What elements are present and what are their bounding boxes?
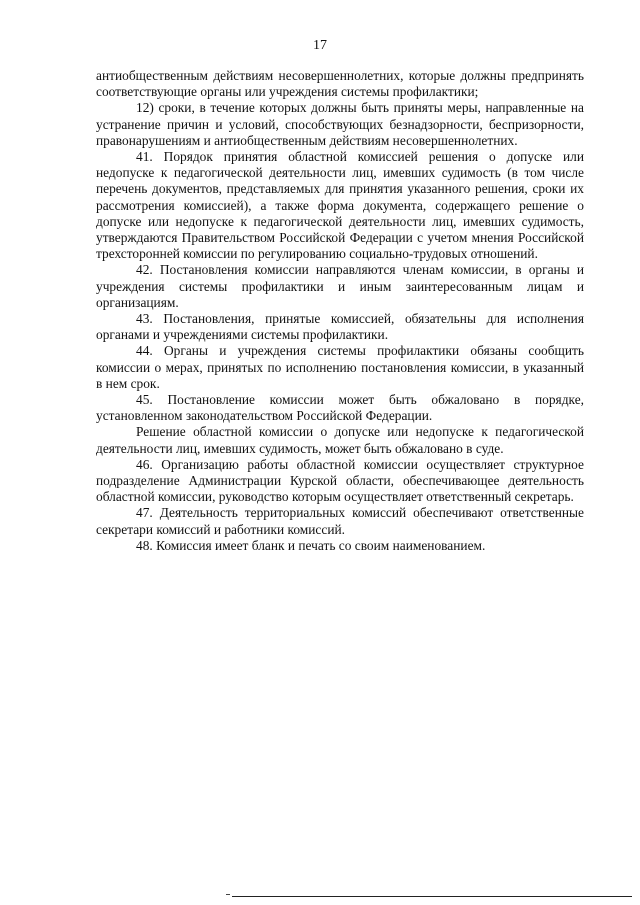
paragraph-41: 41. Порядок принятия областной комиссией решения о допуске или недопуске к педагогической деятельности лиц, имевших судимость (в том числе перечень документов, представляемых для принятия указанного решения, сроки их рассмотрения комиссией), а также форма документа, содержащего решение о допуске или недопуске к педагогической деятельности лиц, имевших судимость, утверждаются Правительством Российской Федерации с учетом мнения Российской трехсторонней комиссии по регулированию социально-трудовых отношений. — [96, 149, 584, 262]
paragraph-42: 42. Постановления комиссии направляются членам комиссии, в органы и учреждения системы профилактики и иным заинтересованным лицам и организациям. — [96, 262, 584, 310]
paragraph-item-12: 12) сроки, в течение которых должны быть приняты меры, направленные на устранение причин и условий, способствующих безнадзорности, беспризорности, правонарушениям и антиобщественным действиям несовершеннолетних. — [96, 100, 584, 148]
bottom-edge-rule — [232, 896, 632, 897]
paragraph-continuation: антиобщественным действиям несовершеннолетних, которые должны предпринять соответствующие органы или учреждения системы профилактики; — [96, 68, 584, 100]
paragraph-45: 45. Постановление комиссии может быть обжаловано в порядке, установленном законодательством Российской Федерации. — [96, 392, 584, 424]
paragraph-46: 46. Организацию работы областной комиссии осуществляет структурное подразделение Администрации Курской области, обеспечивающее деятельность областной комиссии, руководство которым осуществляет ответственный секретарь. — [96, 456, 584, 505]
paragraph-43: 43. Постановления, принятые комиссией, обязательны для исполнения органами и учреждениями системы профилактики. — [96, 311, 584, 343]
paragraph-47: 47. Деятельность территориальных комиссий обеспечивают ответственные секретари комиссий и работники комиссий. — [96, 505, 584, 537]
paragraph-45-appeal: Решение областной комиссии о допуске или недопуске к педагогической деятельности лиц, имевших судимость, может быть обжаловано в суде. — [96, 424, 584, 456]
bottom-edge-mark — [226, 894, 230, 895]
document-body — [96, 68, 584, 554]
page-number: 17 — [313, 38, 327, 53]
paragraph-44: 44. Органы и учреждения системы профилактики обязаны сообщить комиссии о мерах, принятых по исполнению постановления комиссии, в указанный в нем срок. — [96, 343, 584, 391]
paragraph-48: 48. Комиссия имеет бланк и печать со своим наименованием. — [136, 537, 486, 553]
